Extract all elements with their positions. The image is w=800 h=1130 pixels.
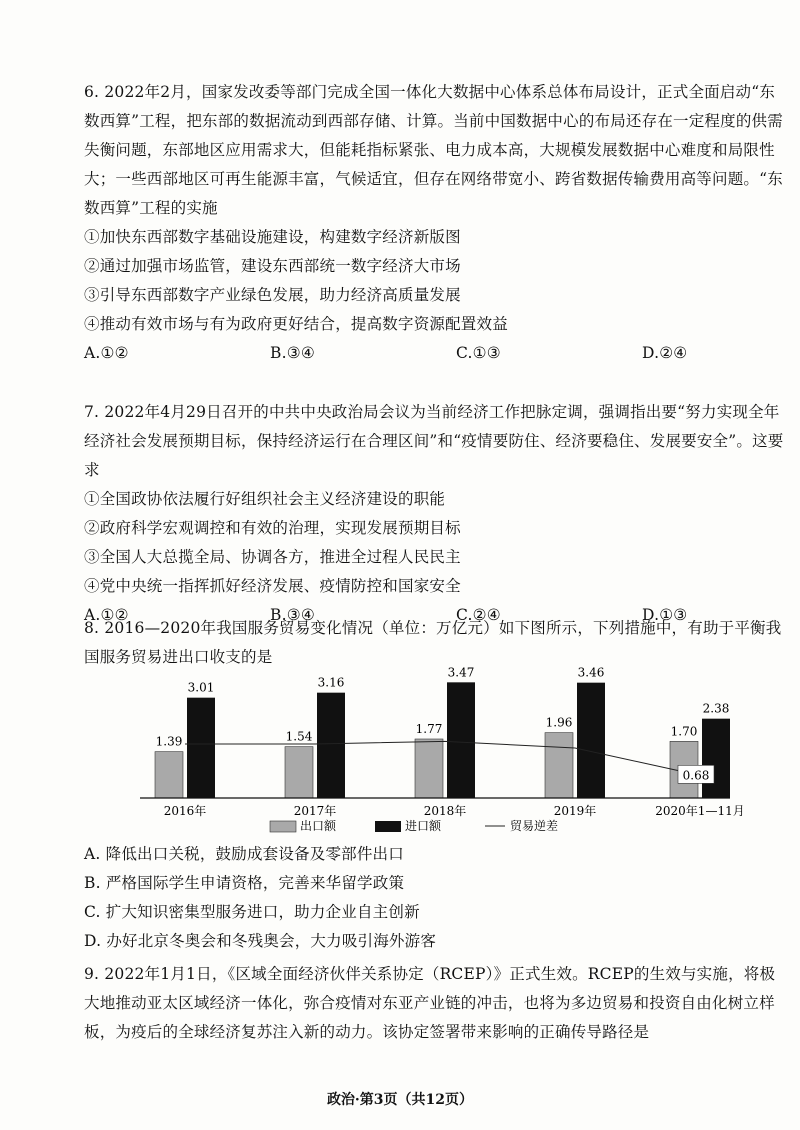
- statement-1: ①全国政协依法履行好组织社会主义经济建设的职能: [84, 490, 446, 508]
- import-value-label: 3.01: [187, 680, 215, 695]
- choice-a: A.①②: [84, 606, 129, 624]
- export-value-label: 1.54: [285, 729, 313, 744]
- import-value-label: 2.38: [702, 701, 730, 716]
- question-stem: 2022年2月，国家发改委等部门完成全国一体化大数据中心体系总体布局设计，正式全面启动“东数西算”工程，把东部的数据流动到西部存储、计算。当前中国数据中心的布局还存在一定程度的供需失衡问题，东部地区应用需求大，但能耗指标紧张、电力成本高，大规模发展数据中心难度和局限性大；一些西部地区可再生能源丰富，气候适宜，但存在网络带宽小、跨省数据传输费用高等问题。“东数西算”工程的实施: [84, 83, 783, 217]
- question-number: 9.: [84, 965, 100, 983]
- answer-choices: [84, 339, 784, 369]
- deficit-value-label: 0.68: [682, 768, 710, 783]
- choice-c: C.②④: [456, 606, 501, 624]
- choice-d: D.②④: [642, 344, 688, 362]
- import-value-label: 3.46: [577, 665, 605, 680]
- category-label: 2018年: [423, 804, 467, 818]
- question-7: [84, 398, 784, 631]
- legend-swatch-import: [375, 821, 401, 832]
- statement-4: ④推动有效市场与有为政府更好结合，提高数字资源配置效益: [84, 315, 508, 333]
- legend-label-deficit: 贸易逆差: [510, 819, 559, 833]
- legend-swatch-export: [270, 821, 296, 832]
- legend-label-import: 进口额: [405, 819, 442, 833]
- export-bar: [545, 733, 573, 798]
- question-stem: 2016—2020年我国服务贸易变化情况（单位：万亿元）如下图所示，下列措施中，有助于平衡我国服务贸易进出口收支的是: [84, 619, 782, 666]
- export-bar: [285, 747, 313, 798]
- choice-b: B.③④: [270, 344, 315, 362]
- question-number: 6.: [84, 83, 100, 101]
- statement-4: ④党中央统一指挥抓好经济发展、疫情防控和国家安全: [84, 577, 461, 595]
- option-d: D. 办好北京冬奥会和冬残奥会，大力吸引海外游客: [84, 932, 437, 950]
- question-number: 7.: [84, 403, 100, 421]
- statement-1: ①加快东西部数字基础设施建设，构建数字经济新版图: [84, 228, 461, 246]
- choice-b: B.③④: [270, 606, 315, 624]
- statement-3: ③引导东西部数字产业绿色发展，助力经济高质量发展: [84, 286, 461, 304]
- statement-2: ②通过加强市场监管，建设东西部统一数字经济大市场: [84, 257, 461, 275]
- question-number: 8.: [84, 619, 100, 637]
- export-value-label: 1.96: [545, 715, 573, 730]
- category-label: 2016年: [163, 804, 207, 818]
- legend-label-export: 出口额: [300, 819, 337, 833]
- export-bar: [415, 739, 443, 798]
- export-value-label: 1.70: [670, 724, 698, 739]
- category-label: 2017年: [293, 804, 337, 818]
- choice-d: D.①③: [642, 606, 688, 624]
- question-stem: 2022年1月1日，《区域全面经济伙伴关系协定（RCEP）》正式生效。RCEP的生效与实施，将极大地推动亚太区域经济一体化，弥合疫情对东亚产业链的冲击，也将为多边贸易和投资自由化树立样板，为疫后的全球经济复苏注入新的动力。该协定签署带来影响的正确传导路径是: [84, 965, 776, 1041]
- question-stem: 2022年4月29日召开的中共中央政治局会议为当前经济工作把脉定调，强调指出要“努力实现全年经济社会发展预期目标，保持经济运行在合理区间”和“疫情要防住、经济要稳住、发展要安全”。这要求: [84, 403, 784, 479]
- question-9: [84, 960, 784, 1047]
- option-b: B. 严格国际学生申请资格，完善来华留学政策: [84, 874, 405, 892]
- service-trade-chart: [90, 665, 745, 848]
- choice-c: C.①③: [456, 344, 501, 362]
- option-c: C. 扩大知识密集型服务进口，助力企业自主创新: [84, 903, 420, 921]
- export-bar: [155, 752, 183, 798]
- export-value-label: 1.77: [415, 722, 443, 736]
- question-8-options: [84, 840, 784, 956]
- category-label: 2020年1—11月: [655, 804, 745, 818]
- statement-2: ②政府科学宏观调控和有效的治理，实现发展预期目标: [84, 519, 461, 537]
- question-6: [84, 78, 784, 369]
- option-a: A. 降低出口关税，鼓励成套设备及零部件出口: [84, 845, 404, 863]
- import-bar: [187, 698, 215, 798]
- page-footer: 政治·第3页（共12页）: [326, 1092, 474, 1108]
- choice-a: A.①②: [84, 344, 129, 362]
- category-label: 2019年: [553, 804, 597, 818]
- import-value-label: 3.16: [317, 675, 345, 690]
- import-bar: [317, 693, 345, 798]
- import-bar: [447, 682, 475, 798]
- import-value-label: 3.47: [447, 665, 475, 680]
- import-bar: [577, 683, 605, 798]
- statement-3: ③全国人大总揽全局、协调各方，推进全过程人民民主: [84, 548, 461, 566]
- export-value-label: 1.39: [155, 734, 183, 749]
- import-bar: [702, 719, 730, 798]
- question-8: [84, 614, 784, 672]
